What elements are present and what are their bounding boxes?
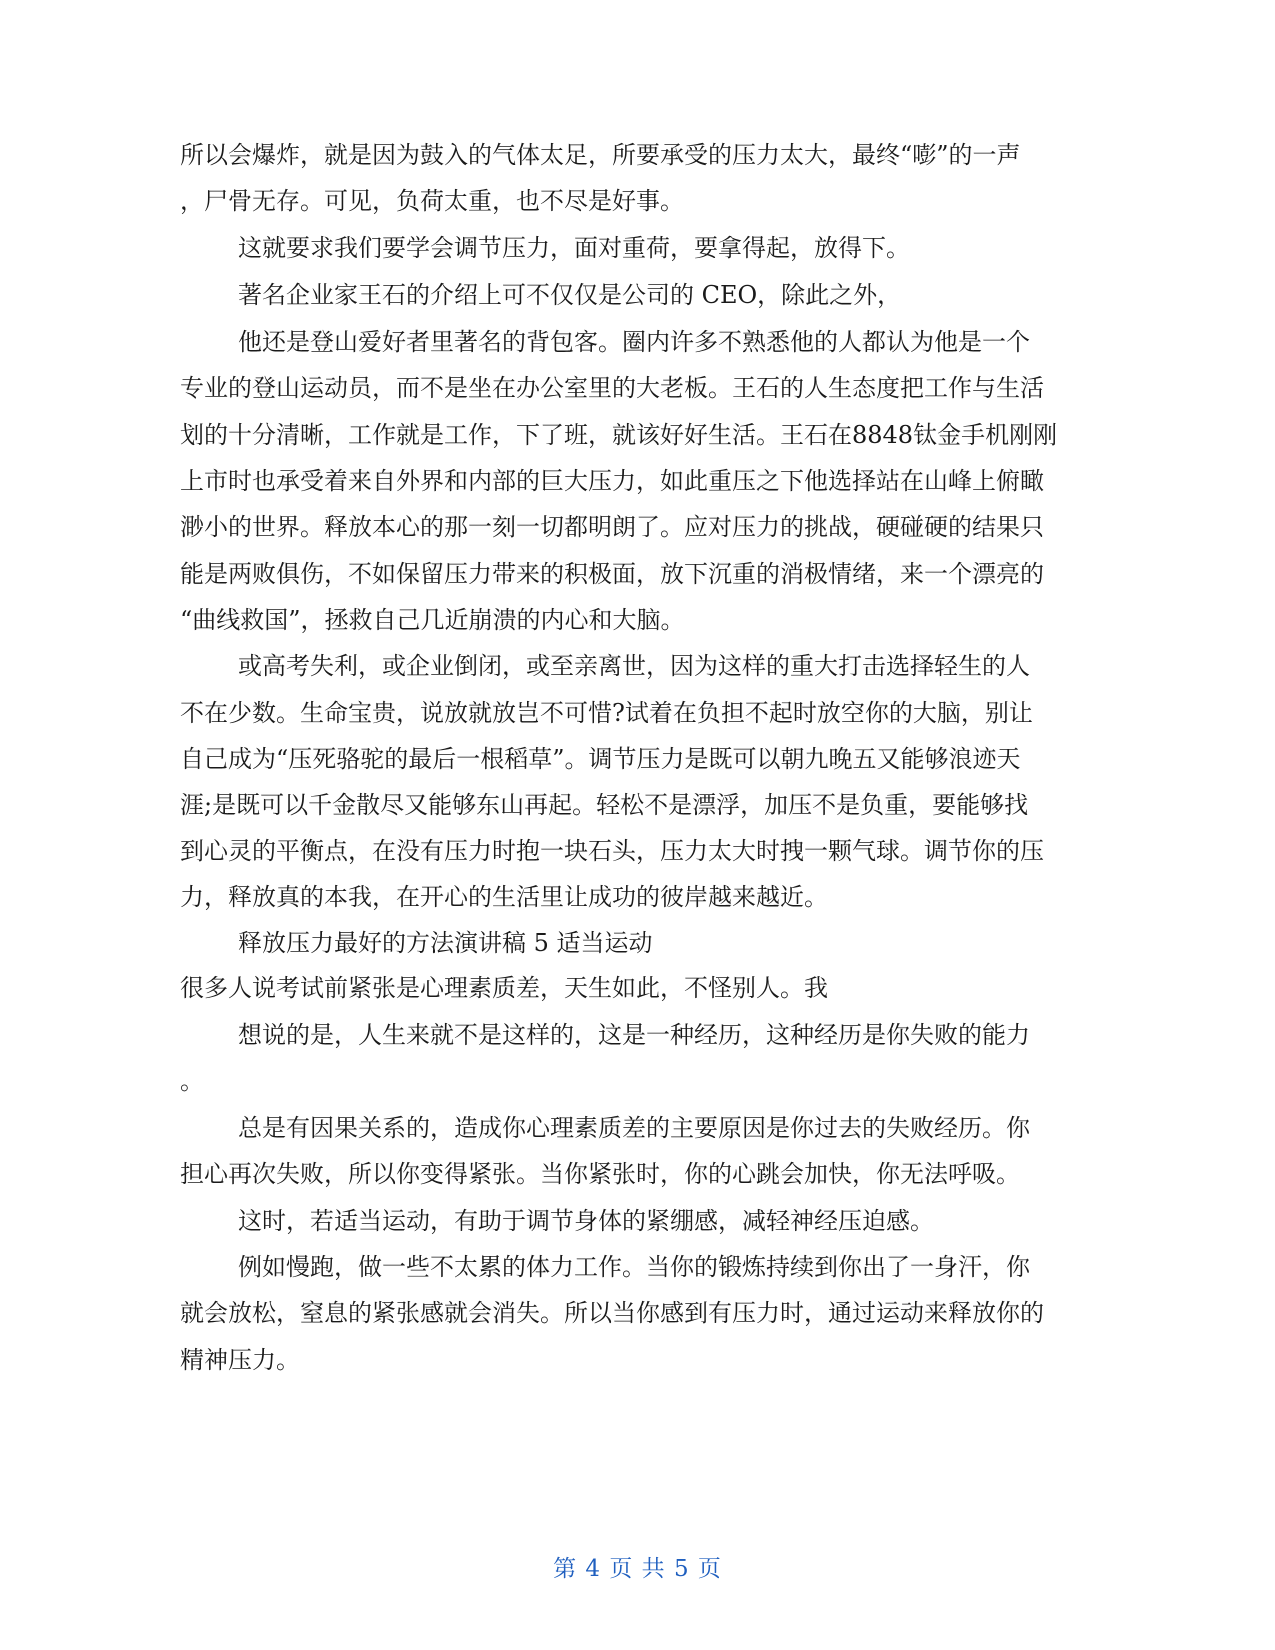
body-line: 专业的登山运动员，而不是坐在办公室里的大老板。王石的人生态度把工作与生活 — [180, 374, 1044, 402]
body-line: 。 — [180, 1067, 204, 1095]
body-line: “曲线救国”，拯救自己几近崩溃的内心和大脑。 — [180, 606, 685, 634]
body-line: 或高考失利，或企业倒闭，或至亲离世，因为这样的重大打击选择轻生的人 — [238, 652, 1030, 680]
body-line: 涯;是既可以千金散尽又能够东山再起。轻松不是漂浮，加压不是负重，要能够找 — [180, 791, 1029, 819]
body-line: 就会放松，窒息的紧张感就会消失。所以当你感到有压力时，通过运动来释放你的 — [180, 1299, 1044, 1327]
body-line: 划的十分清晰，工作就是工作，下了班，就该好好生活。王石在8848钛金手机刚刚 — [180, 421, 1058, 449]
body-line: 自己成为“压死骆驼的最后一根稻草”。调节压力是既可以朝九晚五又能够浪迹天 — [180, 745, 1021, 773]
page-footer — [0, 1554, 1275, 1584]
footer-current-page: 4 — [585, 1556, 602, 1582]
body-line: 能是两败俱伤，不如保留压力带来的积极面，放下沉重的消极情绪，来一个漂亮的 — [180, 560, 1044, 588]
body-line: 他还是登山爱好者里著名的背包客。圈内许多不熟悉他的人都认为他是一个 — [238, 328, 1030, 356]
footer-suffix: 页 — [697, 1556, 722, 1582]
body-line: ，尸骨无存。可见，负荷太重，也不尽是好事。 — [180, 187, 684, 215]
body-line: 总是有因果关系的，造成你心理素质差的主要原因是你过去的失败经历。你 — [238, 1114, 1030, 1142]
footer-total-word: 共 — [641, 1556, 666, 1582]
body-line: 到心灵的平衡点，在没有压力时抱一块石头，压力太大时拽一颗气球。调节你的压 — [180, 837, 1044, 865]
footer-page-word: 页 — [609, 1556, 634, 1582]
body-line: 上市时也承受着来自外界和内部的巨大压力，如此重压之下他选择站在山峰上俯瞰 — [180, 467, 1044, 495]
body-line: 这时，若适当运动，有助于调节身体的紧绷感，减轻神经压迫感。 — [238, 1207, 934, 1235]
body-line: 很多人说考试前紧张是心理素质差，天生如此，不怪别人。我 — [180, 974, 828, 1002]
body-line: 所以会爆炸，就是因为鼓入的气体太足，所要承受的压力太大，最终“嘭”的一声 — [180, 141, 1021, 169]
footer-total-pages: 5 — [673, 1556, 690, 1582]
footer-prefix: 第 — [553, 1556, 578, 1582]
body-line: 精神压力。 — [180, 1346, 300, 1374]
body-line: 想说的是，人生来就不是这样的，这是一种经历，这种经历是你失败的能力 — [238, 1021, 1030, 1049]
section-heading: 释放压力最好的方法演讲稿 5 适当运动 — [238, 929, 653, 957]
body-line: 这就要求我们要学会调节压力，面对重荷，要拿得起，放得下。 — [238, 234, 910, 262]
body-line: 力，释放真的本我，在开心的生活里让成功的彼岸越来越近。 — [180, 883, 828, 911]
body-line: 著名企业家王石的介绍上可不仅仅是公司的 CEO，除此之外， — [238, 281, 902, 309]
body-line: 例如慢跑，做一些不太累的体力工作。当你的锻炼持续到你出了一身汗，你 — [238, 1253, 1030, 1281]
body-line: 渺小的世界。释放本心的那一刻一切都明朗了。应对压力的挑战，硬碰硬的结果只 — [180, 513, 1044, 541]
body-line: 担心再次失败，所以你变得紧张。当你紧张时，你的心跳会加快，你无法呼吸。 — [180, 1160, 1020, 1188]
body-line: 不在少数。生命宝贵，说放就放岂不可惜?试着在负担不起时放空你的大脑，别让 — [180, 699, 1033, 727]
